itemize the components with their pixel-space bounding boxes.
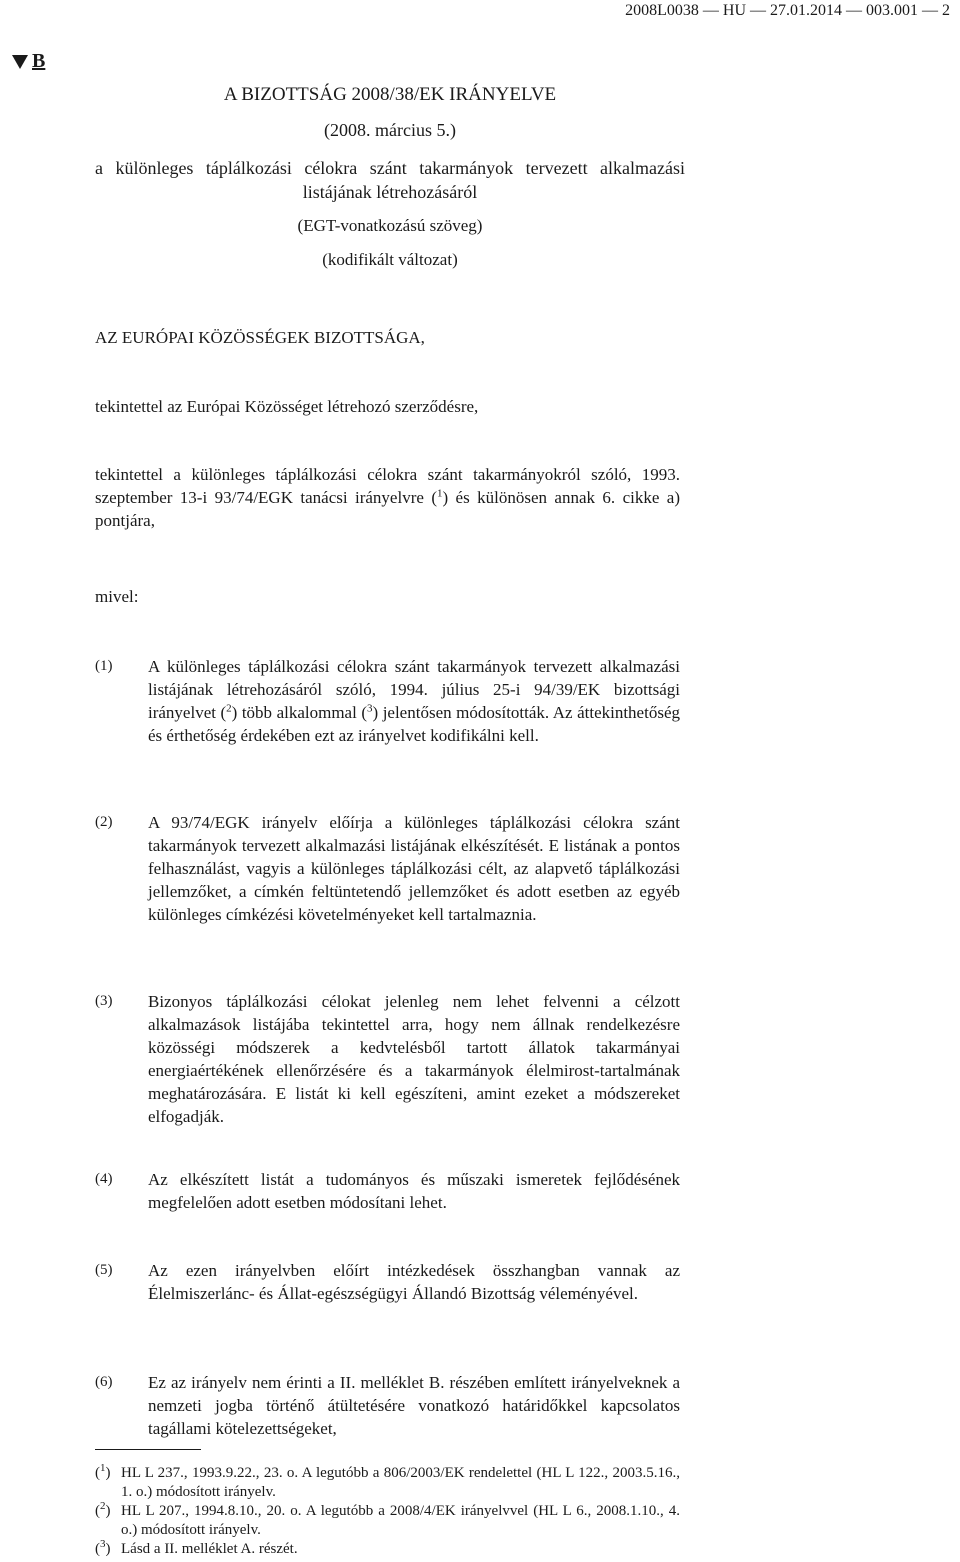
document-header: 2008L0038 — HU — 27.01.2014 — 003.001 — 2: [625, 2, 950, 19]
document-subject: a különleges táplálkozási célokra szánt takarmányok tervezett alkalmazási listájának létrehozásáról: [95, 158, 685, 202]
recital-number: (3): [95, 993, 113, 1009]
footnote-number-value: 3: [100, 1538, 106, 1550]
preamble-citation-1: tekintettel az Európai Közösséget létrehozó szerződésre,: [95, 397, 479, 416]
amendment-marker: [12, 50, 45, 73]
recital-number: (4): [95, 1171, 113, 1187]
recital-text: Bizonyos táplálkozási célokat jelenleg nem lehet felvenni a célzott alkalmazások listájába tekintettel arra, hogy nem állnak rendelkezésre közösségi módszerek a kedvtelésből tartott állatok takarmányai energiaértékének ellenőrzésére és a takarmányok élelmirost-tartalmának meghatározására. E listát ki kell egészíteni, amint ezeket a módszereket elfogadják.: [148, 992, 680, 1126]
footnote-3: [95, 1540, 680, 1559]
footnote-number-value: 2: [100, 1500, 106, 1512]
triangle-down-icon: [12, 55, 28, 69]
document-title: A BIZOTTSÁG 2008/38/EK IRÁNYELVE: [223, 84, 557, 105]
recital-1-text-c: ) jelentősen módosították. Az áttekinthetőség és érthetőség érdekében ezt az irányelvet kodifikálni kell.: [148, 703, 680, 745]
document-date: (2008. március 5.): [324, 120, 456, 140]
preamble-author: AZ EURÓPAI KÖZÖSSÉGEK BIZOTTSÁGA,: [95, 328, 425, 347]
footnote-number-value: 1: [100, 1462, 106, 1474]
recital-text: Az ezen irányelvben előírt intézkedések összhangban vannak az Élelmiszerlánc- és Állat-egészségügyi Állandó Bizottság véleményével.: [148, 1261, 680, 1303]
footnote-2: [95, 1502, 680, 1540]
footnote-text: HL L 207., 1994.8.10., 20. o. A legutóbb a 2008/4/EK irányelvvel (HL L 6., 2008.1.10., 4. o.) módosított irányelv.: [121, 1503, 680, 1538]
recital-1: [95, 655, 680, 747]
recital-1-text-a: A különleges táplálkozási célokra szánt takarmányok tervezett alkalmazási listájának létrehozásáról szóló, 1994. július 25-i 94/39/EK bizottsági irányelvet (: [148, 657, 680, 722]
recital-text: Az elkészített listát a tudományos és műszaki ismeretek fejlődésének megfelelően adott esetben módosítani lehet.: [148, 1170, 680, 1212]
codified-version: (kodifikált változat): [322, 250, 458, 269]
footnote-number: ($^2$): [95, 1500, 111, 1519]
recital-6: [95, 1371, 680, 1440]
footnote-number: ($^3$): [95, 1538, 111, 1557]
eea-relevance: (EGT-vonatkozású szöveg): [297, 216, 483, 235]
recital-text: Ez az irányelv nem érinti a II. melléklet B. részében említett irányelveknek a nemzeti jogba történő átültetésére vonatkozó határidőkkel kapcsolatos tagállami kötelezettségeket,: [148, 1373, 680, 1438]
footnote-text: Lásd a II. melléklet A. részét.: [121, 1541, 298, 1557]
recital-1-text-b: ) több alkalommal (: [231, 703, 368, 722]
footnote-number: ($^1$): [95, 1462, 111, 1481]
preamble-citation-2: [95, 463, 680, 532]
footnote-ref-2[interactable]: 2: [226, 702, 232, 715]
recital-number: (2): [95, 814, 113, 830]
recital-number: (5): [95, 1262, 113, 1278]
recital-2: [95, 811, 680, 926]
recital-3: [95, 990, 680, 1128]
recital-number: (1): [95, 658, 113, 674]
recital-text: A 93/74/EGK irányelv előírja a különleges táplálkozási célokra szánt takarmányok tervezett alkalmazási listájának elkészítését. E listának a pontos felhasználást, vagyis a különleges táplálkozási célt, az alapvető táplálkozási jellemzőket, a címkén feltüntetendő jellemzőket és adott esetben az egyéb különleges címkézési követelményeket kell tartalmaznia.: [148, 813, 680, 924]
whereas-label: mivel:: [95, 587, 139, 606]
recital-4: [95, 1168, 680, 1214]
amendment-marker-label: B: [32, 50, 46, 72]
citation-2-text-b: ) és különösen annak 6. cikke a) pontjára,: [95, 488, 680, 530]
footnote-ref-3[interactable]: 3: [367, 702, 373, 715]
footnote-separator: [95, 1449, 201, 1450]
footnote-1: [95, 1464, 680, 1502]
recital-text: [148, 655, 680, 747]
recital-5: [95, 1259, 680, 1305]
citation-2-text-a: tekintettel a különleges táplálkozási célokra szánt takarmányokról szóló, 1993. szeptember 13-i 93/74/EGK tanácsi irányelvre (: [95, 465, 680, 507]
footnote-ref-1[interactable]: 1: [436, 487, 443, 500]
footnote-text: HL L 237., 1993.9.22., 23. o. A legutóbb a 806/2003/EK rendelettel (HL L 122., 2003.5.16., 1. o.) módosított irányelv.: [121, 1465, 680, 1500]
recital-number: (6): [95, 1374, 113, 1390]
